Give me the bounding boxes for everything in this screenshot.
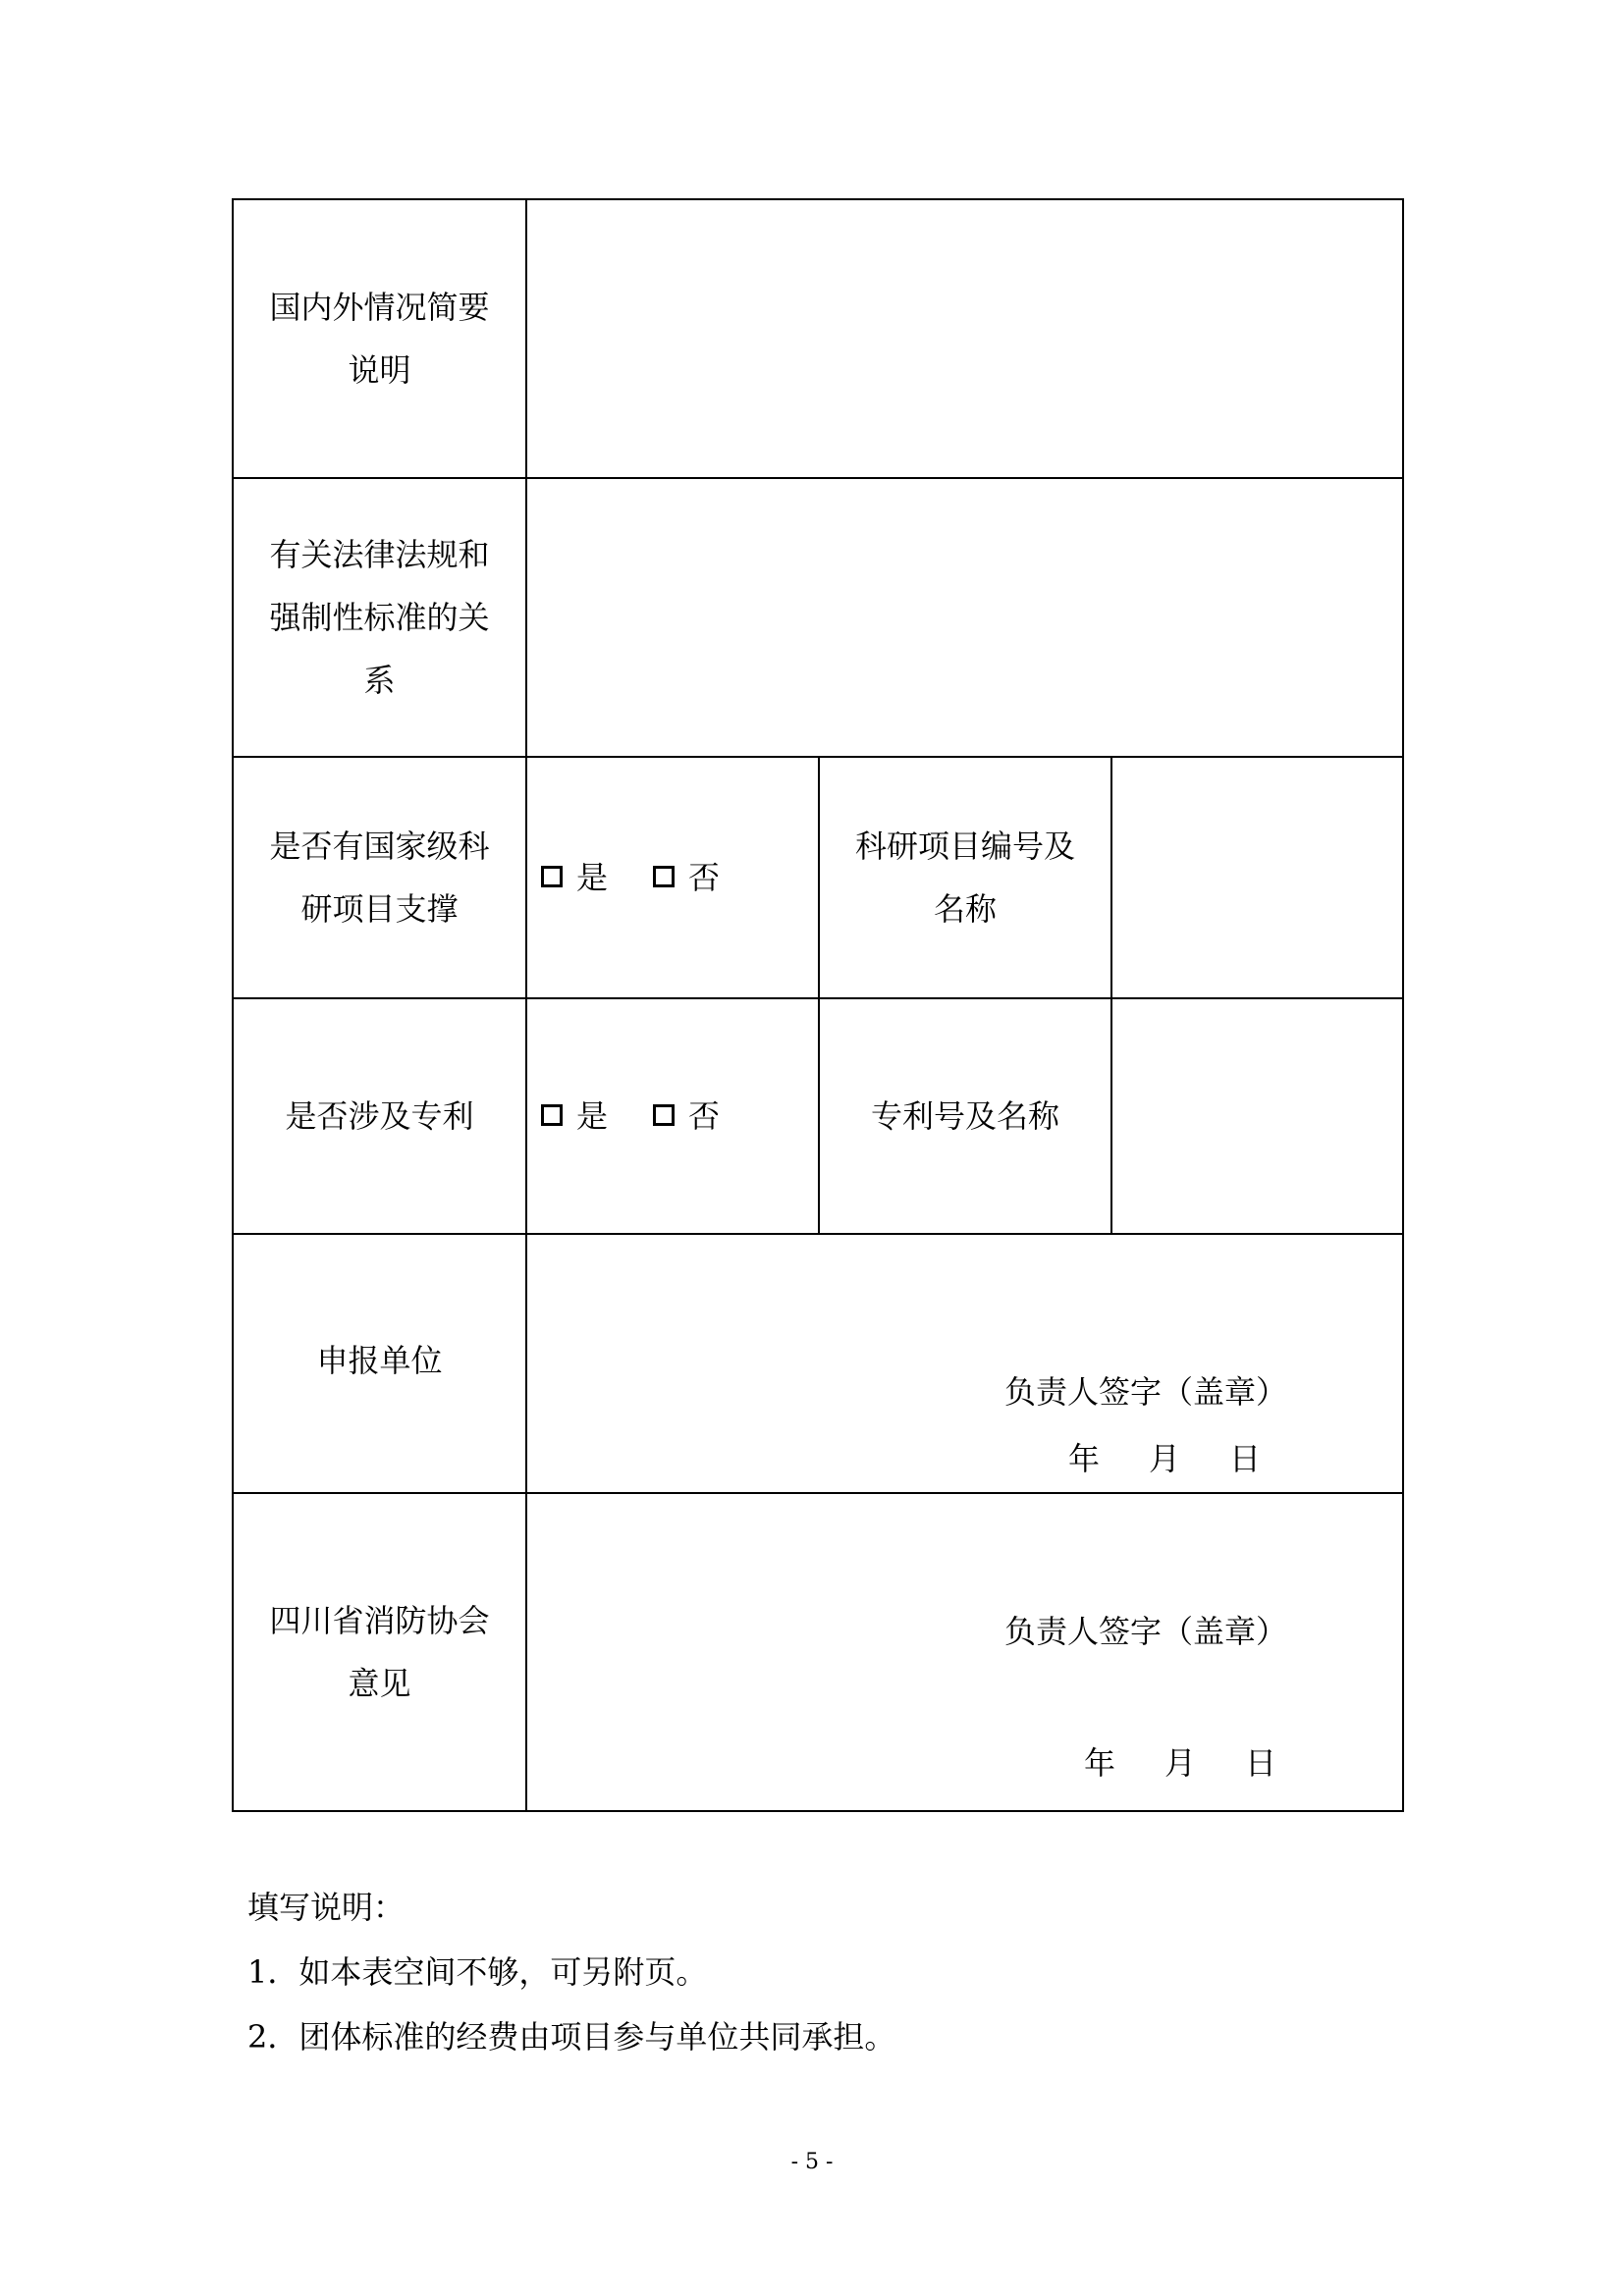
page-number: - 5 -	[790, 2150, 834, 2174]
patent-number-field[interactable]	[1111, 998, 1403, 1234]
yes-checkbox[interactable]	[541, 866, 563, 887]
association-date: 年 月 日	[1084, 1744, 1277, 1782]
applicant-row	[233, 1234, 1403, 1493]
research-number-field[interactable]	[1111, 757, 1403, 998]
applicant-date: 年 月 日	[1068, 1440, 1262, 1477]
patent-no-checkbox[interactable]	[653, 1104, 675, 1126]
yes-label: 是	[576, 859, 609, 896]
association-row	[233, 1493, 1403, 1811]
no-label: 否	[688, 859, 721, 896]
patent-row	[233, 998, 1403, 1234]
applicant-field[interactable]	[526, 1234, 1403, 1493]
overview-label: 国内外情况简要 说明	[233, 199, 526, 478]
patent-number-label: 专利号及名称	[819, 998, 1111, 1234]
instruction-item: 1．如本表空间不够，可另附页。	[247, 1953, 708, 1991]
overview-field[interactable]	[526, 199, 1403, 478]
law-row	[233, 478, 1403, 757]
patent-yes-checkbox[interactable]	[541, 1104, 563, 1126]
national-project-choice	[526, 757, 819, 998]
patent-choice	[526, 998, 819, 1234]
application-form-table	[232, 198, 1404, 1812]
law-label: 有关法律法规和 强制性标准的关 系	[233, 478, 526, 757]
association-signature: 负责人签字（盖章）	[1004, 1613, 1288, 1650]
no-checkbox[interactable]	[653, 866, 675, 887]
national-project-label: 是否有国家级科 研项目支撑	[233, 757, 526, 998]
patent-no-label: 否	[688, 1097, 721, 1135]
instruction-item: 2．团体标准的经费由项目参与单位共同承担。	[247, 2018, 896, 2056]
national-project-row	[233, 757, 1403, 998]
law-field[interactable]	[526, 478, 1403, 757]
overview-row	[233, 199, 1403, 478]
association-field[interactable]	[526, 1493, 1403, 1811]
research-number-label: 科研项目编号及 名称	[819, 757, 1111, 998]
applicant-label: 申报单位	[233, 1234, 526, 1493]
patent-yes-label: 是	[576, 1097, 609, 1135]
fill-instructions	[247, 1875, 895, 2069]
patent-label: 是否涉及专利	[233, 998, 526, 1234]
association-label: 四川省消防协会 意见	[233, 1493, 526, 1811]
applicant-signature: 负责人签字（盖章）	[1004, 1373, 1288, 1411]
instructions-title: 填写说明：	[247, 1889, 406, 1926]
